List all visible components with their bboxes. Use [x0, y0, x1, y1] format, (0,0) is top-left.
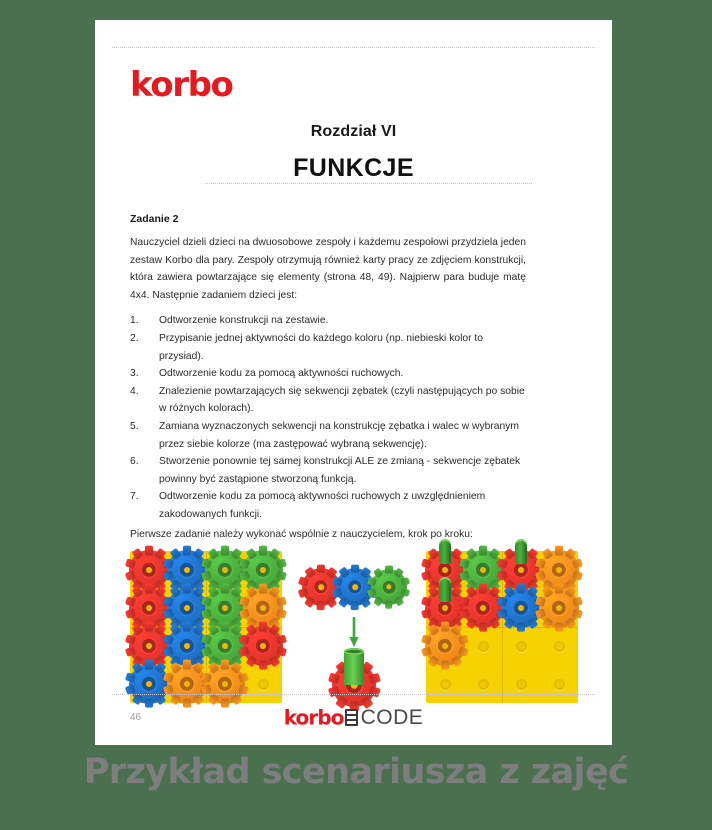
- list-item: [130, 383, 526, 418]
- list-item-text: Zamiana wyznaczonych sekwencji na konstrukcję zębatka i walec w wybranym przez siebie kolorze (ma zastępować wybraną sekwencję).: [159, 420, 519, 450]
- stacked-blocks-icon: [345, 709, 358, 726]
- mat-stud: [478, 679, 489, 690]
- arrow-down-icon: [348, 617, 360, 647]
- header-divider: [112, 47, 595, 48]
- figure-middle-function: [299, 551, 409, 703]
- list-item-number: 6.: [130, 456, 139, 468]
- mat-stud: [554, 641, 565, 652]
- green-cylinder: [515, 539, 527, 564]
- closing-paragraph: Pierwsze zadanie należy wykonać wspólnie z nauczycielem, krok po kroku:: [130, 528, 473, 540]
- title-divider: [205, 183, 532, 184]
- list-item: [130, 365, 526, 383]
- list-item: [130, 312, 526, 330]
- list-item-number: 4.: [130, 385, 139, 397]
- construction-mat: [130, 551, 282, 703]
- mat-stud: [440, 679, 451, 690]
- figure-strip: [130, 548, 578, 706]
- gear-piece: [243, 626, 283, 666]
- green-cylinder: [439, 577, 451, 602]
- list-item: [130, 453, 526, 488]
- list-item-number: 3.: [130, 368, 139, 380]
- list-item: [130, 488, 526, 523]
- mat-stud: [478, 641, 489, 652]
- gear-with-cylinder: [323, 651, 385, 705]
- caption-text: Przykład scenariusza z zajęć: [83, 752, 629, 792]
- green-cylinder: [344, 651, 364, 685]
- list-item-number: 2.: [130, 332, 139, 344]
- page-title: FUNKCJE: [293, 154, 414, 182]
- list-item-number: 5.: [130, 420, 139, 432]
- construction-mat: [426, 551, 578, 703]
- footer-korbo-text: korbo: [283, 705, 344, 730]
- page-content: [130, 213, 526, 543]
- list-item: [130, 330, 526, 365]
- gear-piece: [302, 568, 340, 606]
- gear-piece: [463, 588, 503, 628]
- gear-piece: [425, 626, 465, 666]
- footer-code-text: CODE: [360, 706, 424, 729]
- list-item-text: Odtworzenie kodu za pomocą aktywności ruchowych.: [159, 368, 404, 380]
- korbo-logo: korbo: [130, 65, 233, 105]
- list-item-number: 1.: [130, 315, 139, 327]
- mat-stud: [516, 679, 527, 690]
- document-page: [95, 20, 612, 745]
- page-number: 46: [130, 712, 142, 723]
- korbo-code-logo: [95, 707, 612, 728]
- gear-piece: [167, 664, 207, 704]
- mat-stud: [258, 679, 269, 690]
- list-item-text: Odtworzenie konstrukcji na zestawie.: [159, 315, 329, 327]
- figure-left-mat: [130, 551, 282, 703]
- list-item-text: Przypisanie jednej aktywności do każdego koloru (np. niebieski kolor to przysiad).: [159, 332, 483, 362]
- gear-piece: [371, 569, 407, 605]
- gear-piece: [129, 664, 169, 704]
- intro-paragraph: Nauczyciel dzieli dzieci na dwuosobowe zespoły i każdemu zespołowi przydziela jeden zestaw Korbo dla pary. Zespoły otrzymują również karty pracy ze zdjęciem konstrukcji, która zawiera powtarzające się elementy (strona 48, 49). Najpierw para buduje matę 4x4. Następnie zadaniem dzieci jest:: [130, 237, 526, 301]
- mat-stud: [516, 641, 527, 652]
- footer-divider: [112, 694, 595, 695]
- list-item: [130, 418, 526, 453]
- chapter-label: Rozdział VI: [310, 123, 397, 140]
- steps-list: [130, 312, 526, 523]
- figure-right-mat: [426, 551, 578, 703]
- list-item-text: Znalezienie powtarzających się sekwencji zębatek (czyli następujących po sobie w różnych kolorach).: [159, 385, 525, 415]
- green-cylinder-top: [344, 648, 364, 655]
- list-item-text: Stworzenie ponownie tej samej konstrukcji ALE ze zmianą - sekwencje zębatek powinny być zastąpione stworzoną funkcją.: [159, 456, 521, 485]
- task-heading: Zadanie 2: [130, 213, 179, 225]
- green-cylinder: [439, 539, 451, 564]
- list-item-text: Odtworzenie kodu za pomocą aktywności ruchowych z uwzględnieniem zakodowanych funkcji.: [159, 491, 486, 520]
- gear-piece: [336, 568, 374, 606]
- mat-stud: [554, 679, 565, 690]
- list-item-number: 7.: [130, 491, 139, 503]
- gear-piece: [501, 588, 541, 628]
- gear-piece: [539, 588, 579, 628]
- gear-piece: [205, 664, 245, 704]
